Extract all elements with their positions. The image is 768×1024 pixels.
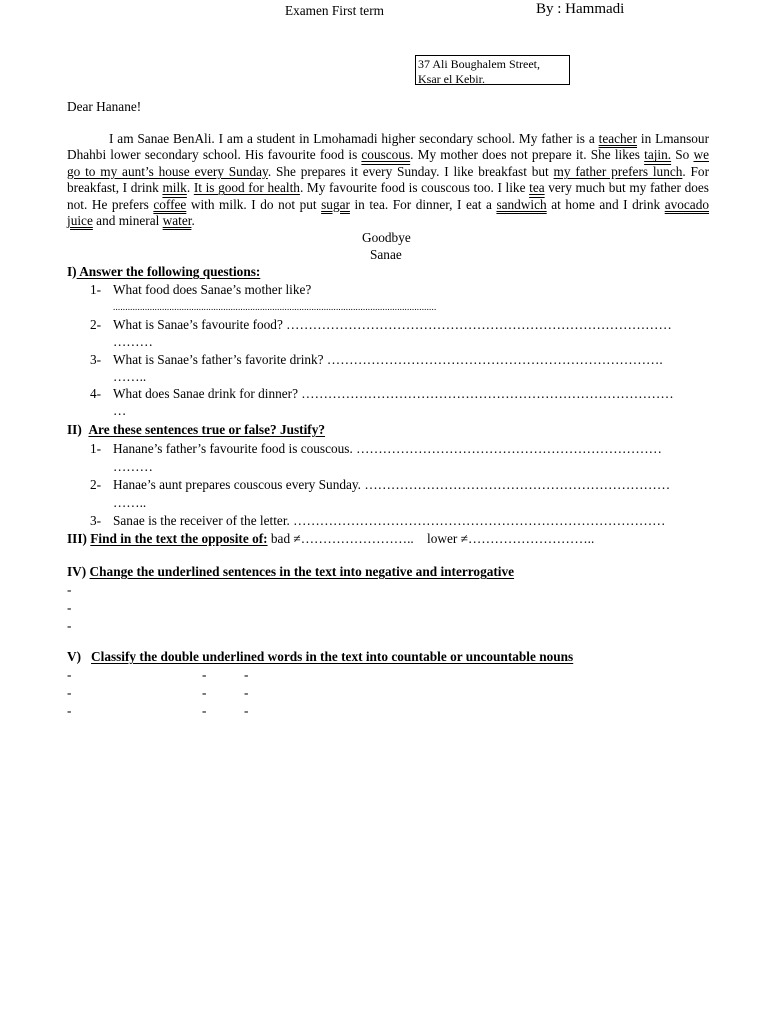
letter-signature: Sanae [370, 247, 402, 262]
statement-1-text: Hanane’s father’s favourite food is couscous. …………………………………………………………… [113, 441, 662, 456]
underlined-sentence: we go to my aunt’s house every Sunday [67, 147, 709, 179]
section-2-heading: II) Are these sentences true or false? Justify? [67, 422, 326, 437]
answer-dash: - [202, 667, 207, 682]
section-3-heading: III) Find in the text the opposite of: bad ≠…………………….. lower ≠……………………….. [67, 531, 595, 546]
answer-line: …….. [113, 495, 147, 510]
exam-title: Examen First term [285, 3, 384, 18]
letter-body: I am Sanae BenAli. I am a student in Lmohamadi higher secondary school. My father is a teacher in Lmansour Dhahbi lower secondary school. His favourite food is couscous. My mother does not prepare it. She likes tajin. So we go to my aunt’s house every Sunday. She prepares it every Sunday. I like breakfast but my father prefers lunch. For breakfast, I drink milk. It is good for health. My favourite food is couscous too. I like tea very much but my father does not. He prefers coffee with milk. I do not put sugar in tea. For dinner, I eat a sandwich at home and I drink avocado juice and mineral water. [67, 131, 710, 229]
exam-author: By : Hammadi [536, 1, 625, 17]
question-2-number: 2- [90, 317, 102, 332]
statement-3-number: 3- [90, 513, 102, 528]
double-underlined-word: teacher [598, 131, 638, 146]
answer-dash: - [202, 703, 207, 718]
statement-3-text: Sanae is the receiver of the letter. ………………………………………………………………………… [113, 513, 666, 528]
question-1-text: What food does Sanae’s mother like? [113, 282, 312, 297]
answer-dash: - [67, 600, 72, 615]
letter-closing: Goodbye [362, 230, 411, 245]
answer-line: ……… [113, 459, 153, 474]
address-line-1: 37 Ali Boughalem Street, [418, 57, 540, 71]
question-4-text: What does Sanae drink for dinner? ………………………………………………………………………… [113, 386, 674, 401]
double-underlined-word: sandwich [496, 196, 547, 212]
statement-2-text: Hanae’s aunt prepares couscous every Sunday. …………………………………………………………… [113, 477, 671, 492]
question-3-text: What is Sanae’s father’s favorite drink? …………………………………………………………………. [113, 352, 663, 367]
letter-greeting: Dear Hanane! [67, 99, 142, 114]
statement-2-number: 2- [90, 477, 102, 492]
answer-line: .................................................................................................................................... [113, 302, 437, 312]
underlined-sentence: It is good for health [193, 180, 300, 196]
double-underlined-word: coffee [153, 196, 187, 212]
question-4-number: 4- [90, 386, 102, 401]
answer-dash: - [244, 703, 249, 718]
section-1-heading: I) Answer the following questions: [67, 264, 261, 279]
section-2-title: Are these sentences true or false? Justify? [88, 422, 326, 437]
double-underlined-word: couscous [361, 147, 411, 163]
opposite-lower: lower ≠……………………….. [427, 531, 595, 546]
answer-dash: - [202, 685, 207, 700]
question-3-number: 3- [90, 352, 102, 367]
answer-dash: - [67, 703, 72, 718]
section-4-title: Change the underlined sentences in the text into negative and interrogative [89, 564, 515, 579]
double-underlined-word: avocado juice [67, 196, 710, 229]
answer-dash: - [67, 618, 72, 633]
letter-text: I am Sanae BenAli. I am a student in Lmohamadi higher secondary school. My father is a [109, 131, 599, 146]
answer-line: …….. [113, 369, 147, 384]
double-underlined-word: tea [529, 180, 545, 196]
section-5-heading: V) Classify the double underlined words in the text into countable or uncountable nouns [67, 649, 574, 664]
double-underlined-word: milk [162, 180, 187, 196]
address-line-2: Ksar el Kebir. [418, 71, 485, 86]
double-underlined-word: tajin. [644, 147, 672, 163]
section-4-heading: IV) Change the underlined sentences in the text into negative and interrogative [67, 564, 515, 579]
address-box [415, 55, 570, 85]
question-2-text: What is Sanae’s favourite food? …………………………………………………………………………… [113, 317, 672, 332]
statement-1-number: 1- [90, 441, 102, 456]
underlined-sentence: my father prefers lunch [553, 163, 683, 179]
answer-line: … [113, 403, 127, 418]
double-underlined-word: sugar [321, 196, 350, 212]
answer-dash: - [244, 667, 249, 682]
double-underlined-word: water [162, 213, 192, 229]
answer-dash: - [67, 582, 72, 597]
section-5-title: Classify the double underlined words in the text into countable or uncountable nouns [91, 649, 574, 664]
answer-dash: - [67, 667, 72, 682]
opposite-bad: bad ≠…………………….. [267, 531, 414, 546]
section-3-title: Find in the text the opposite of: [90, 531, 268, 546]
answer-dash: - [244, 685, 249, 700]
section-1-title: Answer the following questions: [76, 264, 261, 279]
question-1-number: 1- [90, 282, 102, 297]
answer-dash: - [67, 685, 72, 700]
answer-line: ……… [113, 334, 153, 349]
